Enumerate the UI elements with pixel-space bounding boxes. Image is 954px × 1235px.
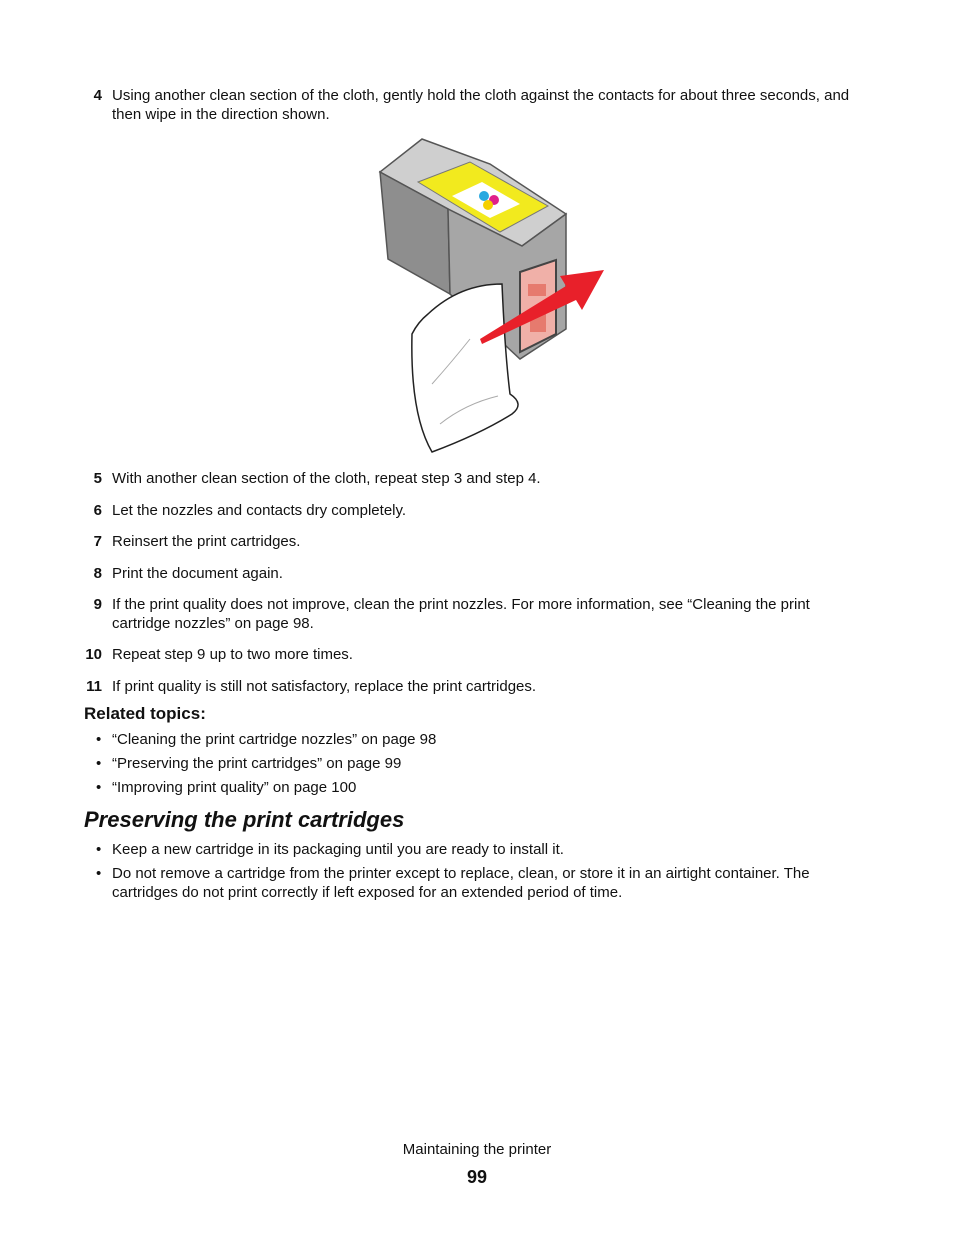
step-text: Let the nozzles and contacts dry completely. xyxy=(112,502,407,519)
step-number: 9 xyxy=(93,596,102,613)
cloth xyxy=(412,284,518,452)
step-number: 7 xyxy=(93,533,102,550)
page-number: 99 xyxy=(466,1167,488,1187)
section-bullet-text: Do not remove a cartridge from the printer except to replace, clean, or store it in an airtight container. The cartridges do not print correctly if left exposed for an extended period of time. xyxy=(112,865,810,901)
bullet-marker: • xyxy=(96,865,102,882)
yellow-dot xyxy=(483,200,493,210)
cartridge-wipe-illustration xyxy=(370,134,610,454)
bullet-marker: • xyxy=(96,779,102,796)
bullet-marker: • xyxy=(96,755,102,772)
step-number: 5 xyxy=(93,470,102,487)
related-topics-heading: Related topics: xyxy=(84,704,206,723)
step-text: Reinsert the print cartridges. xyxy=(112,533,301,550)
step-text: With another clean section of the cloth, repeat step 3 and step 4. xyxy=(112,470,541,487)
step-number: 10 xyxy=(85,646,102,663)
contact-pad xyxy=(528,284,546,296)
step-text: Repeat step 9 up to two more times. xyxy=(112,646,353,663)
bullet-marker: • xyxy=(96,841,102,858)
cyan-dot xyxy=(479,191,489,201)
cartridge-illustration-svg xyxy=(370,134,610,454)
step-number: 6 xyxy=(93,502,102,519)
step-text: Using another clean section of the cloth, gently hold the cloth against the contacts for about three seconds, and then wipe in the direction shown. xyxy=(112,87,850,123)
step-number: 11 xyxy=(86,678,102,695)
bullet-marker: • xyxy=(96,731,102,748)
step-text: Print the document again. xyxy=(112,565,283,582)
step-text: If the print quality does not improve, clean the print nozzles. For more information, see “Cleaning the print cartridge nozzles” on page 98. xyxy=(112,596,810,632)
step-number: 8 xyxy=(93,565,102,582)
section-bullet-text: Keep a new cartridge in its packaging until you are ready to install it. xyxy=(112,841,564,858)
related-link-text[interactable]: “Improving print quality” on page 100 xyxy=(112,779,357,796)
step-number: 4 xyxy=(93,87,102,104)
step-text: If print quality is still not satisfactory, replace the print cartridges. xyxy=(112,678,537,695)
related-link-text[interactable]: “Preserving the print cartridges” on page 99 xyxy=(112,755,402,772)
section-heading: Preserving the print cartridges xyxy=(84,807,405,832)
footer-chapter-title: Maintaining the printer xyxy=(402,1141,552,1158)
related-link-text[interactable]: “Cleaning the print cartridge nozzles” on page 98 xyxy=(112,731,437,748)
